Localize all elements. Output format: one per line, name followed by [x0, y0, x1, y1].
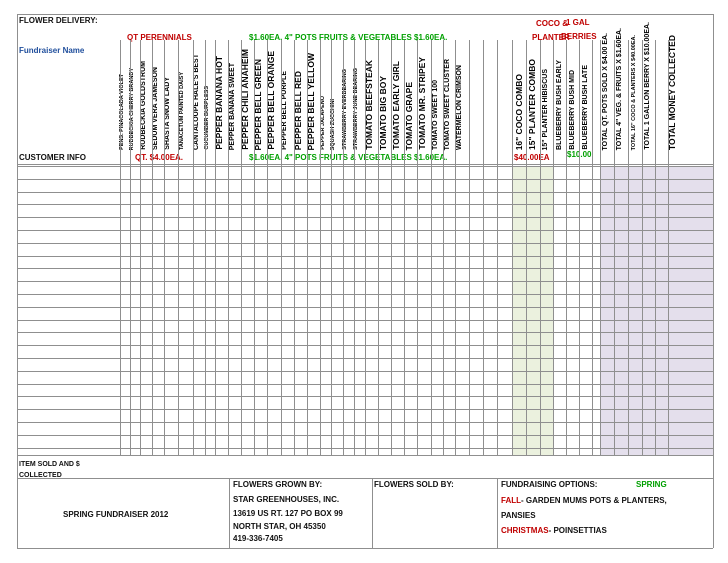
grid-vline — [164, 40, 165, 455]
grid-vline — [241, 40, 242, 455]
grid-vline — [497, 40, 498, 455]
col-header: PEPPER JALAPENO — [320, 96, 326, 150]
option-fall-text: - GARDEN MUMS POTS & PLANTERS, — [521, 496, 667, 505]
qt-price-label: QT. $4.00EA. — [135, 153, 184, 162]
grid-vline — [130, 40, 131, 455]
col-header: TOTAL 1 GALLON BERRY X $10.00EA. — [644, 22, 651, 150]
grid-vline — [600, 40, 601, 455]
col-header: STRAWBERRY JUNE BEARING — [353, 68, 359, 150]
grid-vline — [497, 478, 498, 548]
col-header: SQUASH ZUCCHINI — [330, 98, 336, 150]
grid-vline — [294, 40, 295, 455]
grid-vline — [642, 40, 643, 455]
qt-perennials-label: QT PERENNIALS — [127, 33, 192, 42]
col-header: CANTALOUPE HALE'S BEST — [193, 53, 200, 150]
grid-vline — [331, 40, 332, 455]
col-header: TOTAL MONEY COLLECTED — [667, 34, 677, 150]
col-header: TOMATO BIG BOY — [378, 75, 388, 150]
col-header: TOMATO MR. STRIPEY — [417, 57, 427, 150]
option-christmas — [501, 526, 607, 535]
grid-hline — [17, 14, 713, 15]
grid-vline — [281, 40, 282, 455]
customer-info-label: CUSTOMER INFO — [19, 153, 86, 162]
grid-vline — [512, 40, 513, 455]
col-header: TOMATO SWEET 100 — [432, 79, 439, 150]
col-header: CUCUMBER BURPLESS — [204, 86, 210, 150]
col-header: PEPPER BELL GREEN — [253, 58, 263, 150]
col-header: BLUEBERRY BUSH EARLY — [556, 60, 563, 150]
col-header: TOTAL QT. POTS SOLD X $4.00 EA. — [602, 32, 609, 150]
grid-vline — [614, 40, 615, 455]
col-header: PEPPER BELL ORANGE — [266, 51, 276, 150]
grid-vline — [152, 40, 153, 455]
grid-vline — [215, 40, 216, 455]
col-header: PEPPER CHILI ANAHEIM — [240, 49, 250, 150]
grid-vline — [267, 40, 268, 455]
berries-price-label: $10.00 — [567, 150, 592, 159]
col-header: TOTAL 16" COCO & PLANTERS X $40.00EA. — [631, 34, 637, 150]
col-header: WATERMELON CRIMSON — [456, 64, 463, 150]
grid-vline — [205, 40, 206, 455]
col-header: PEPPER BELL PURPLE — [281, 71, 288, 150]
planter-price-label: $40.00EA — [514, 153, 550, 162]
grid-vline — [443, 40, 444, 455]
col-header: RUDBECKIA GOLDSTRUM — [140, 61, 147, 150]
flowers-sold-by-label: FLOWERS SOLD BY: — [374, 480, 454, 489]
grid-vline — [354, 40, 355, 455]
gallon-berries-line1: 1 GAL — [566, 18, 590, 27]
option-christmas-text: - POINSETTIAS — [548, 526, 607, 535]
grid-vline — [469, 40, 470, 455]
flower-delivery-label: FLOWER DELIVERY: — [19, 16, 98, 25]
col-header: TOMATO BEEFSTEAK — [364, 60, 374, 150]
coco-planter-line1: COCO & — [536, 19, 568, 28]
item-sold-line1: ITEM SOLD AND $ — [19, 461, 80, 468]
grid-vline — [320, 40, 321, 455]
item-sold-line2: COLLECTED — [19, 472, 62, 479]
grid-vline — [713, 14, 714, 548]
col-header: 15" PLANTER COMBO — [527, 59, 537, 150]
col-header: BLUEBERRY BUSH MID — [569, 70, 576, 150]
grid-vline — [417, 40, 418, 455]
grid-vline — [120, 40, 121, 455]
col-header: TOMATO GRAPE — [404, 81, 414, 150]
grid-vline — [668, 40, 669, 455]
grid-vline — [228, 40, 229, 455]
option-pansies: PANSIES — [501, 511, 536, 520]
grid-vline — [307, 40, 308, 455]
bottom-price-banner: $1.60EA. 4" POTS FRUITS & VEGETABLES $1.60EA. — [249, 153, 448, 162]
grower-address: 13619 US RT. 127 PO BOX 99 — [233, 509, 343, 518]
col-header: PEPPER BELL RED — [293, 70, 303, 150]
col-header: TANACETUM PAINTED DAISY — [179, 71, 185, 150]
col-header: BLUEBERRY BUSH LATE — [582, 65, 589, 150]
fundraiser-name-label: Fundraiser Name — [19, 46, 85, 55]
col-header: TOMATO EARLY GIRL — [391, 61, 401, 150]
col-header: 16" COCO COMBO — [514, 73, 524, 150]
grid-vline — [229, 478, 230, 548]
gallon-berries-line2: BERRIES — [561, 32, 597, 41]
grid-vline — [431, 40, 432, 455]
fundraising-options-title: FUNDRAISING OPTIONS: — [501, 480, 598, 489]
grid-vline — [592, 40, 593, 455]
grid-vline — [526, 40, 527, 455]
grid-vline — [455, 40, 456, 455]
spring-fundraiser-label: SPRING FUNDRAISER 2012 — [63, 510, 169, 519]
grid-vline — [483, 40, 484, 455]
grower-city: NORTH STAR, OH 45350 — [233, 522, 326, 531]
grid-vline — [628, 40, 629, 455]
col-header: 15" PLANTER HIBISCUS — [542, 68, 549, 150]
col-header: PEPPER BELL YELLOW — [306, 52, 316, 150]
flowers-grown-by-label: FLOWERS GROWN BY: — [233, 480, 323, 489]
col-header: SHASTA SNOW LADY — [164, 77, 171, 150]
grid-hline — [17, 478, 713, 479]
col-header: STRAWBERRY EVERBEARING — [342, 69, 348, 150]
col-header: RUDBECKIA CHERRY BRANDY — [129, 67, 135, 150]
col-header: PEPPER BANANA HOT — [214, 56, 224, 150]
col-header: SEDUM VERA JAMESON — [152, 67, 159, 150]
option-fall — [501, 496, 667, 505]
grid-vline — [254, 40, 255, 455]
grid-vline — [193, 40, 194, 455]
grid-vline — [566, 40, 567, 455]
grid-vline — [178, 40, 179, 455]
totals-columns-shade — [600, 166, 713, 455]
grid-vline — [553, 40, 554, 455]
grid-vline — [404, 40, 405, 455]
grower-phone: 419-336-7405 — [233, 534, 283, 543]
grid-vline — [540, 40, 541, 455]
option-christmas-label: CHRISTMAS — [501, 526, 549, 535]
grid-vline — [655, 40, 656, 455]
option-fall-label: FALL — [501, 496, 521, 505]
grid-vline — [579, 40, 580, 455]
col-header: TOTAL 4" VEG. & FRUITS X $1.60EA. — [616, 27, 623, 150]
planter-columns-shade — [512, 166, 553, 455]
option-spring: SPRING — [636, 480, 667, 489]
grid-vline — [343, 40, 344, 455]
col-header: PENS. PINACOLADA VIOLET — [119, 74, 125, 150]
top-price-banner: $1.60EA. 4" POTS FRUITS & VEGETABLES $1.60EA. — [249, 33, 448, 42]
grid-vline — [378, 40, 379, 455]
col-header: PEPPER BANANA SWEET — [229, 62, 236, 150]
coco-planter-line2: PLANTER — [532, 33, 570, 42]
grid-vline — [365, 40, 366, 455]
grower-name: STAR GREENHOUSES, INC. — [233, 495, 340, 504]
grid-hline — [17, 455, 713, 456]
grid-vline — [17, 14, 18, 548]
grid-hline — [17, 548, 713, 549]
col-header: TOMATO SWEET CLUSTER — [444, 58, 451, 150]
grid-vline — [372, 478, 373, 548]
grid-vline — [140, 40, 141, 455]
grid-vline — [391, 40, 392, 455]
